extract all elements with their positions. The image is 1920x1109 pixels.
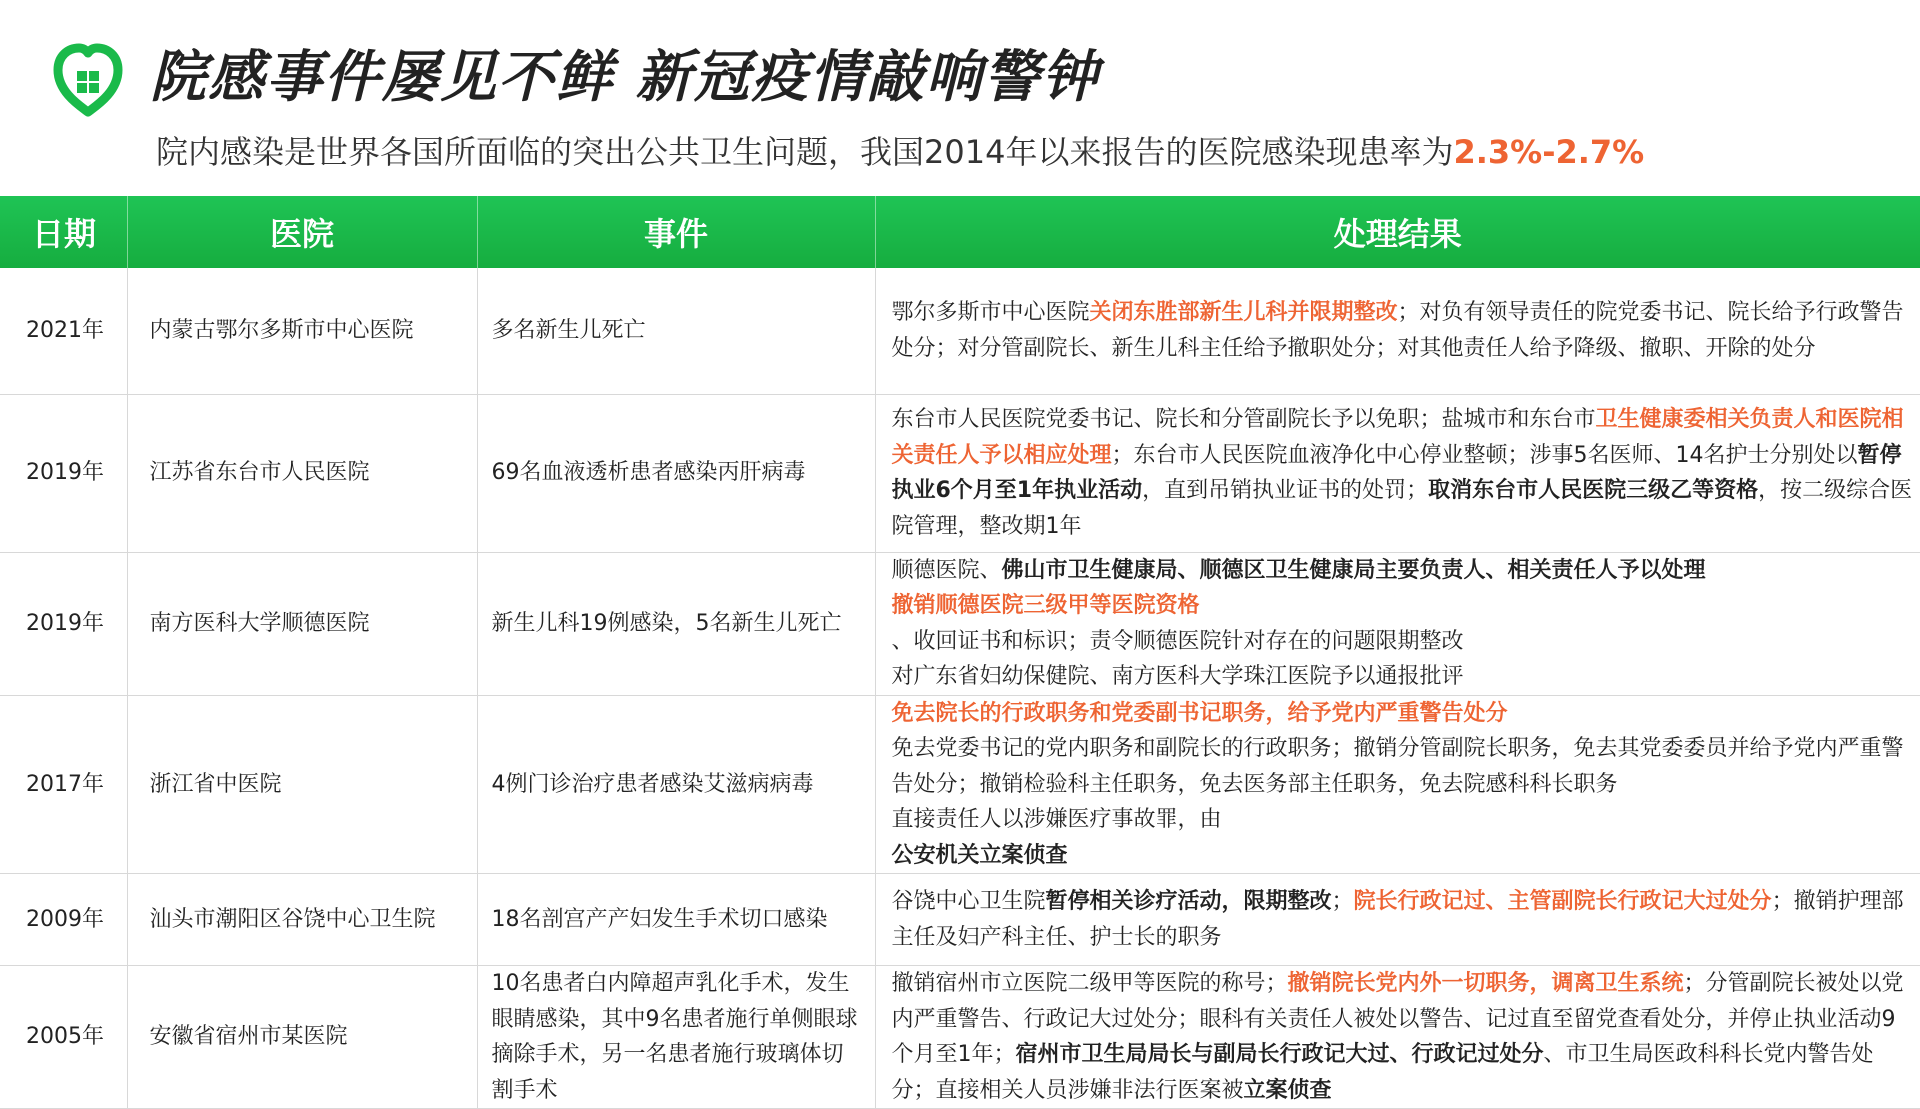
cell-date: 2021年 bbox=[0, 268, 127, 394]
cell-hospital: 浙江省中医院 bbox=[127, 695, 477, 874]
result-highlight-text: 关闭东胜部新生儿科并限期整改 bbox=[1089, 300, 1398, 326]
table-row bbox=[0, 268, 1920, 394]
result-text: 谷饶中心卫生院 bbox=[891, 889, 1046, 914]
cell-event: 10名患者白内障超声乳化手术，发生眼睛感染，其中9名患者施行单侧眼球摘除手术，另一名患者施行玻璃体切割手术 bbox=[477, 966, 875, 1109]
cell-date: 2017年 bbox=[0, 695, 127, 874]
result-text: ；撤销护理部主任及妇产科主任、护士长的职务 bbox=[891, 889, 1904, 950]
cell-event: 多名新生儿死亡 bbox=[477, 268, 875, 394]
table-header-row bbox=[0, 196, 1920, 268]
result-text: 撤销宿州市立医院二级甲等医院的称号； bbox=[891, 971, 1288, 996]
green-heart-hospital-icon bbox=[52, 42, 124, 118]
table-row bbox=[0, 966, 1920, 1109]
result-text: 、市卫生局医政科科长党内警告处分；直接相关人员涉嫌非法行医案被 bbox=[891, 1042, 1874, 1103]
cell-hospital: 汕头市潮阳区谷饶中心卫生院 bbox=[127, 874, 477, 966]
result-bold-text: 立案侦查 bbox=[1243, 1077, 1332, 1103]
table-row bbox=[0, 552, 1920, 695]
result-text: ；对负有领导责任的院党委书记、院长给予行政警告处分；对分管副院长、新生儿科主任给予撤职处分；对其他责任人给予降级、撤职、开除的处分 bbox=[891, 300, 1904, 361]
result-text: 顺德医院、 bbox=[891, 557, 1002, 583]
column-header-date: 日期 bbox=[0, 196, 127, 268]
incident-table bbox=[0, 196, 1920, 1109]
cell-hospital: 内蒙古鄂尔多斯市中心医院 bbox=[127, 268, 477, 394]
cell-hospital: 江苏省东台市人民医院 bbox=[127, 394, 477, 552]
cell-result bbox=[875, 394, 1920, 552]
result-text: 鄂尔多斯市中心医院 bbox=[891, 300, 1090, 326]
cell-hospital: 南方医科大学顺德医院 bbox=[127, 552, 477, 695]
result-highlight-text: 免去院长的行政职务和党委副书记职务，给予党内严重警告处分 bbox=[891, 700, 1508, 726]
result-text: 免去党委书记的党内职务和副院长的行政职务；撤销分管副院长职务，免去其党委委员并给予党内严重警告处分；撤销检验科主任职务，免去医务部主任职务，免去院感科科长职务 bbox=[891, 736, 1904, 797]
result-highlight-text: 撤销院长党内外一切职务，调离卫生系统 bbox=[1287, 971, 1684, 996]
result-text: ；东台市人民医院血液净化中心停业整顿；涉事5名医师、14名护士分别处以 bbox=[1111, 442, 1858, 468]
page-subtitle bbox=[156, 128, 1644, 176]
result-highlight-text: 撤销顺德医院三级甲等医院资格 bbox=[891, 593, 1200, 618]
column-header-hospital: 医院 bbox=[127, 196, 477, 268]
cell-event: 18名剖宫产产妇发生手术切口感染 bbox=[477, 874, 875, 966]
result-text: ；分管副院长被处以党内严重警告、行政记大过处分；眼科有关责任人被处以警告、记过直至留党查看处分，并停止执业活动9个月至1年； bbox=[891, 971, 1904, 1067]
cell-date: 2019年 bbox=[0, 394, 127, 552]
result-bold-text: 公安机关立案侦查 bbox=[891, 842, 1068, 868]
page-title: 院感事件屡见不鲜 新冠疫情敲响警钟 bbox=[150, 45, 1100, 110]
result-text: ； bbox=[1331, 889, 1354, 914]
result-text: 直接责任人以涉嫌医疗事故罪，由 bbox=[891, 807, 1222, 832]
cell-event: 69名血液透析患者感染丙肝病毒 bbox=[477, 394, 875, 552]
cell-event: 4例门诊治疗患者感染艾滋病病毒 bbox=[477, 695, 875, 874]
column-header-result: 处理结果 bbox=[875, 196, 1920, 268]
cell-result bbox=[875, 268, 1920, 394]
cell-date: 2005年 bbox=[0, 966, 127, 1109]
cell-hospital: 安徽省宿州市某医院 bbox=[127, 966, 477, 1109]
table-body bbox=[0, 268, 1920, 1109]
result-bold-text: 佛山市卫生健康局、顺德区卫生健康局主要负责人、相关责任人予以处理 bbox=[1001, 557, 1706, 583]
subtitle-highlight-rate: 2.3%-2.7% bbox=[1453, 133, 1645, 171]
table-row bbox=[0, 695, 1920, 874]
table-row bbox=[0, 394, 1920, 552]
column-header-event: 事件 bbox=[477, 196, 875, 268]
cell-date: 2019年 bbox=[0, 552, 127, 695]
cell-result bbox=[875, 874, 1920, 966]
result-text: 东台市人民医院党委书记、院长和分管副院长予以免职；盐城市和东台市 bbox=[891, 407, 1596, 432]
cell-event: 新生儿科19例感染，5名新生儿死亡 bbox=[477, 552, 875, 695]
result-bold-text: 宿州市卫生局局长与副局长行政记大过、行政记过处分 bbox=[1015, 1042, 1544, 1067]
result-highlight-text: 卫生健康委相关负责人和医院相关责任人予以相应处理 bbox=[891, 407, 1904, 468]
cell-result bbox=[875, 695, 1920, 874]
result-bold-text: 暂停执业6个月至1年执业活动 bbox=[891, 442, 1902, 503]
cell-date: 2009年 bbox=[0, 874, 127, 966]
result-text: ，直到吊销执业证书的处罚； bbox=[1142, 478, 1429, 503]
result-text: ，按二级综合医院管理，整改期1年 bbox=[891, 478, 1913, 539]
result-text: 对广东省妇幼保健院、南方医科大学珠江医院予以通报批评 bbox=[891, 664, 1464, 689]
table-row bbox=[0, 874, 1920, 966]
result-text: 、收回证书和标识；责令顺德医院针对存在的问题限期整改 bbox=[891, 628, 1464, 654]
result-bold-text: 暂停相关诊疗活动，限期整改 bbox=[1045, 889, 1332, 914]
cell-result bbox=[875, 552, 1920, 695]
result-bold-text: 取消东台市人民医院三级乙等资格 bbox=[1428, 478, 1759, 503]
result-highlight-text: 院长行政记过、主管副院长行政记大过处分 bbox=[1353, 889, 1772, 914]
subtitle-text: 院内感染是世界各国所面临的突出公共卫生问题，我国2014年以来报告的医院感染现患率为 bbox=[156, 133, 1454, 171]
cell-result bbox=[875, 966, 1920, 1109]
